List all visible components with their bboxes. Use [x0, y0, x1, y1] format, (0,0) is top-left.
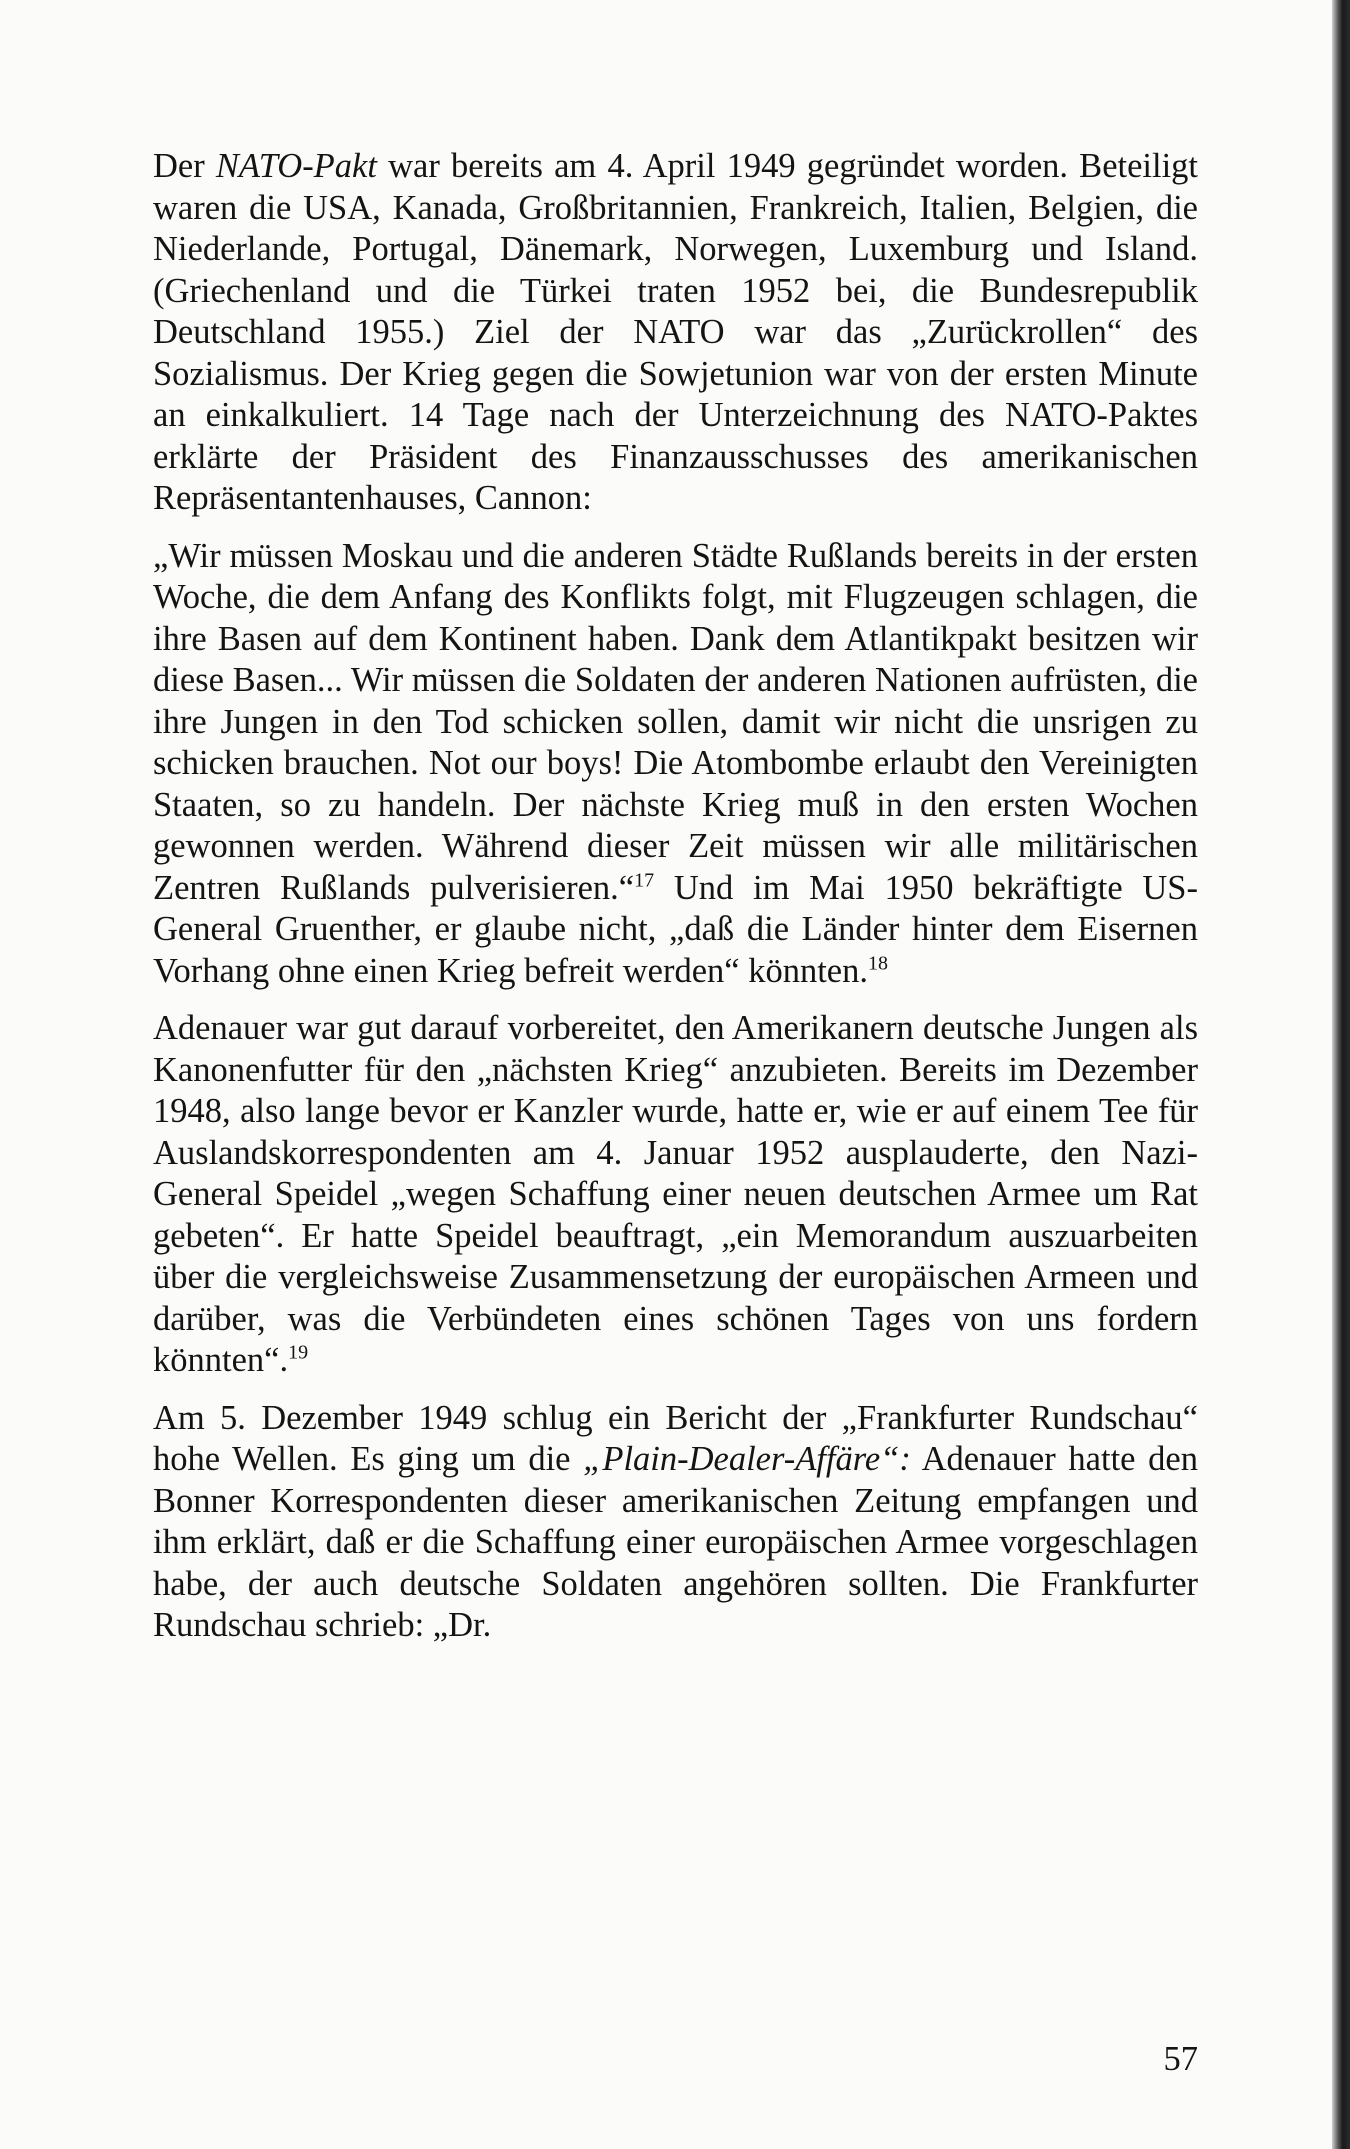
paragraph	[153, 536, 1198, 993]
footnote-ref: 17	[634, 869, 655, 891]
footnote-ref: 18	[867, 952, 888, 974]
italic-text: „Plain-Dealer-Affäre“:	[583, 1440, 911, 1478]
paragraph	[153, 1008, 1198, 1382]
paragraph	[153, 146, 1198, 520]
italic-text: NATO-Pakt	[215, 147, 377, 185]
paragraph	[153, 1398, 1198, 1647]
text-run: Der	[153, 147, 216, 185]
text-run: war bereits am 4. April 1949 gegründet worden. Beteiligt waren die USA, Kanada, Großbritannien, Frankreich, Italien, Belgien, die Niederlande, Portugal, Dänemark, Norwegen, Luxemburg und Island. (Griechenland und die Türkei traten 1952 bei, die Bundesrepublik Deutschland 1955.) Ziel der NATO war das „Zurückrollen“ des Sozialismus. Der Krieg gegen die Sowjetunion war von der ersten Minute an einkalkuliert. 14 Tage nach der Unterzeichnung des NATO-Paktes erklärte der Präsident des Finanzausschusses des amerikanischen Repräsentantenhauses, Cannon:	[153, 147, 1198, 517]
text-run: Adenauer war gut darauf vorbereitet, den Amerikanern deutsche Jungen als Kanonenfutter für den „nächsten Krieg“ anzubieten. Bereits im Dezember 1948, also lange bevor er Kanzler wurde, hatte er, wie er auf einem Tee für Auslandskorrespondenten am 4. Januar 1952 ausplauderte, den Nazi-General Speidel „wegen Schaffung einer neuen deutschen Armee um Rat gebeten“. Er hatte Speidel beauftragt, „ein Memorandum auszuarbeiten über die vergleichsweise Zusammensetzung der europäischen Armeen und darüber, was die Verbündeten eines schönen Tages von uns fordern könnten“.	[153, 1009, 1198, 1379]
text-run: „Wir müssen Moskau und die anderen Städte Rußlands bereits in der ersten Woche, die dem Anfang des Konflikts folgt, mit Flugzeugen schlagen, die ihre Basen auf dem Kontinent haben. Dank dem Atlantikpakt besitzen wir diese Basen... Wir müssen die Soldaten der anderen Nationen aufrüsten, die ihre Jungen in den Tod schicken sollen, damit wir nicht die unsrigen zu schicken brauchen. Not our boys! Die Atombombe erlaubt den Vereinigten Staaten, so zu handeln. Der nächste Krieg muß in den ersten Wochen gewonnen werden. Während dieser Zeit müssen wir alle militärischen Zentren Rußlands pulverisieren.“	[153, 536, 1198, 907]
text-run: Am 5. Dezember 1949 schlug ein Bericht der „Frankfurter Rundschau“ hohe Wellen. Es ging um die	[153, 1398, 1198, 1478]
page-number: 57	[1163, 2040, 1198, 2078]
book-edge	[1332, 0, 1350, 2149]
footnote-ref: 19	[288, 1341, 309, 1364]
body-text	[153, 146, 1198, 1647]
text-run: Und im Mai 1950 bekräftigte US-General Gruenther, er glaube nicht, „daß die Länder hinter dem Eisernen Vorhang ohne einen Krieg befreit werden“ könnten.	[153, 868, 1198, 990]
text-run: Adenauer hatte den Bonner Korrespondenten dieser amerikanischen Zeitung empfangen und ihm erklärt, daß er die Schaffung einer europäischen Armee vorgeschlagen habe, der auch deutsche Soldaten angehören sollten. Die Frankfurter Rundschau schrieb: „Dr.	[153, 1440, 1198, 1644]
